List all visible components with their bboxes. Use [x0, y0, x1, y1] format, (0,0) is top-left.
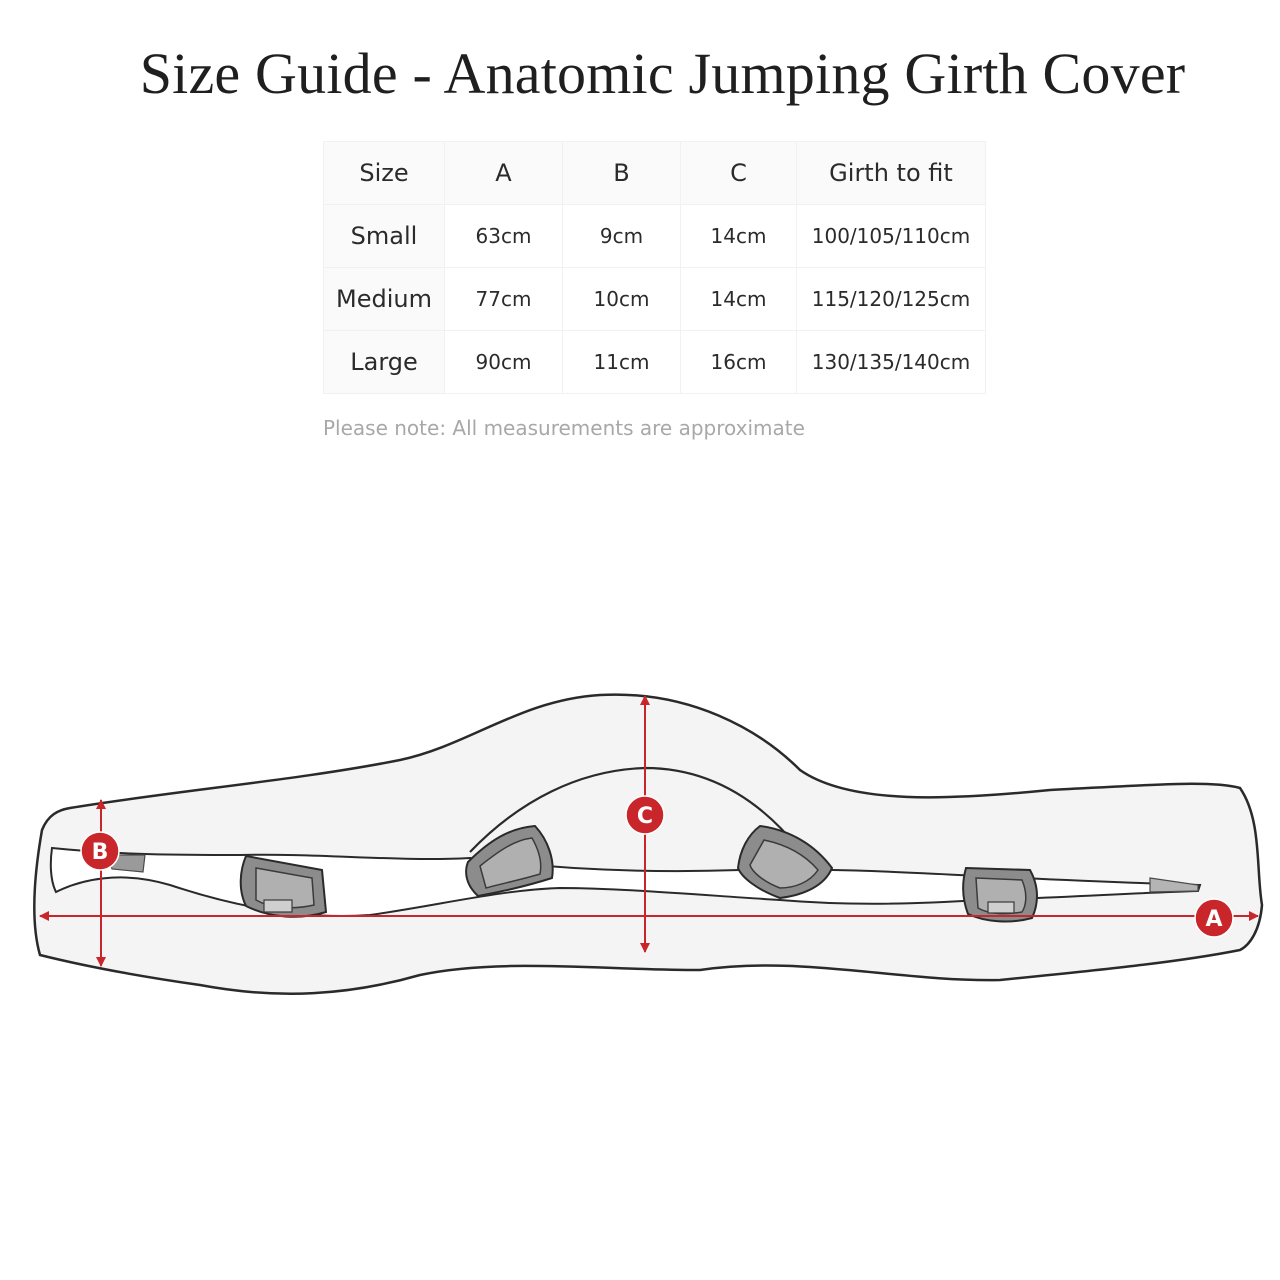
marker-a: [1195, 899, 1233, 937]
page-title: Size Guide - Anatomic Jumping Girth Cover: [139, 41, 1186, 106]
cell-girth-to-fit: 130/135/140cm: [797, 331, 986, 394]
cell-b: 11cm: [563, 331, 681, 394]
girth-cover-outline: [34, 695, 1262, 994]
header-size: Size: [324, 142, 445, 205]
cell-a: 63cm: [445, 205, 563, 268]
measurement-note: Please note: All measurements are approximate: [323, 416, 805, 440]
pad-4: [963, 868, 1037, 921]
marker-a-label: A: [1205, 907, 1223, 932]
cell-c: 16cm: [681, 331, 797, 394]
header-girth-to-fit: Girth to fit: [797, 142, 986, 205]
header-c: C: [681, 142, 797, 205]
row-size-label: Medium: [324, 268, 445, 331]
marker-c: [626, 796, 664, 834]
cell-c: 14cm: [681, 268, 797, 331]
header-a: A: [445, 142, 563, 205]
cell-a: 77cm: [445, 268, 563, 331]
marker-b-label: B: [91, 840, 109, 865]
marker-b: [81, 832, 119, 870]
cell-girth-to-fit: 100/105/110cm: [797, 205, 986, 268]
cell-b: 10cm: [563, 268, 681, 331]
cell-girth-to-fit: 115/120/125cm: [797, 268, 986, 331]
marker-c-label: C: [636, 804, 654, 829]
cell-a: 90cm: [445, 331, 563, 394]
row-size-label: Large: [324, 331, 445, 394]
row-size-label: Small: [324, 205, 445, 268]
header-b: B: [563, 142, 681, 205]
cell-c: 14cm: [681, 205, 797, 268]
cell-b: 9cm: [563, 205, 681, 268]
